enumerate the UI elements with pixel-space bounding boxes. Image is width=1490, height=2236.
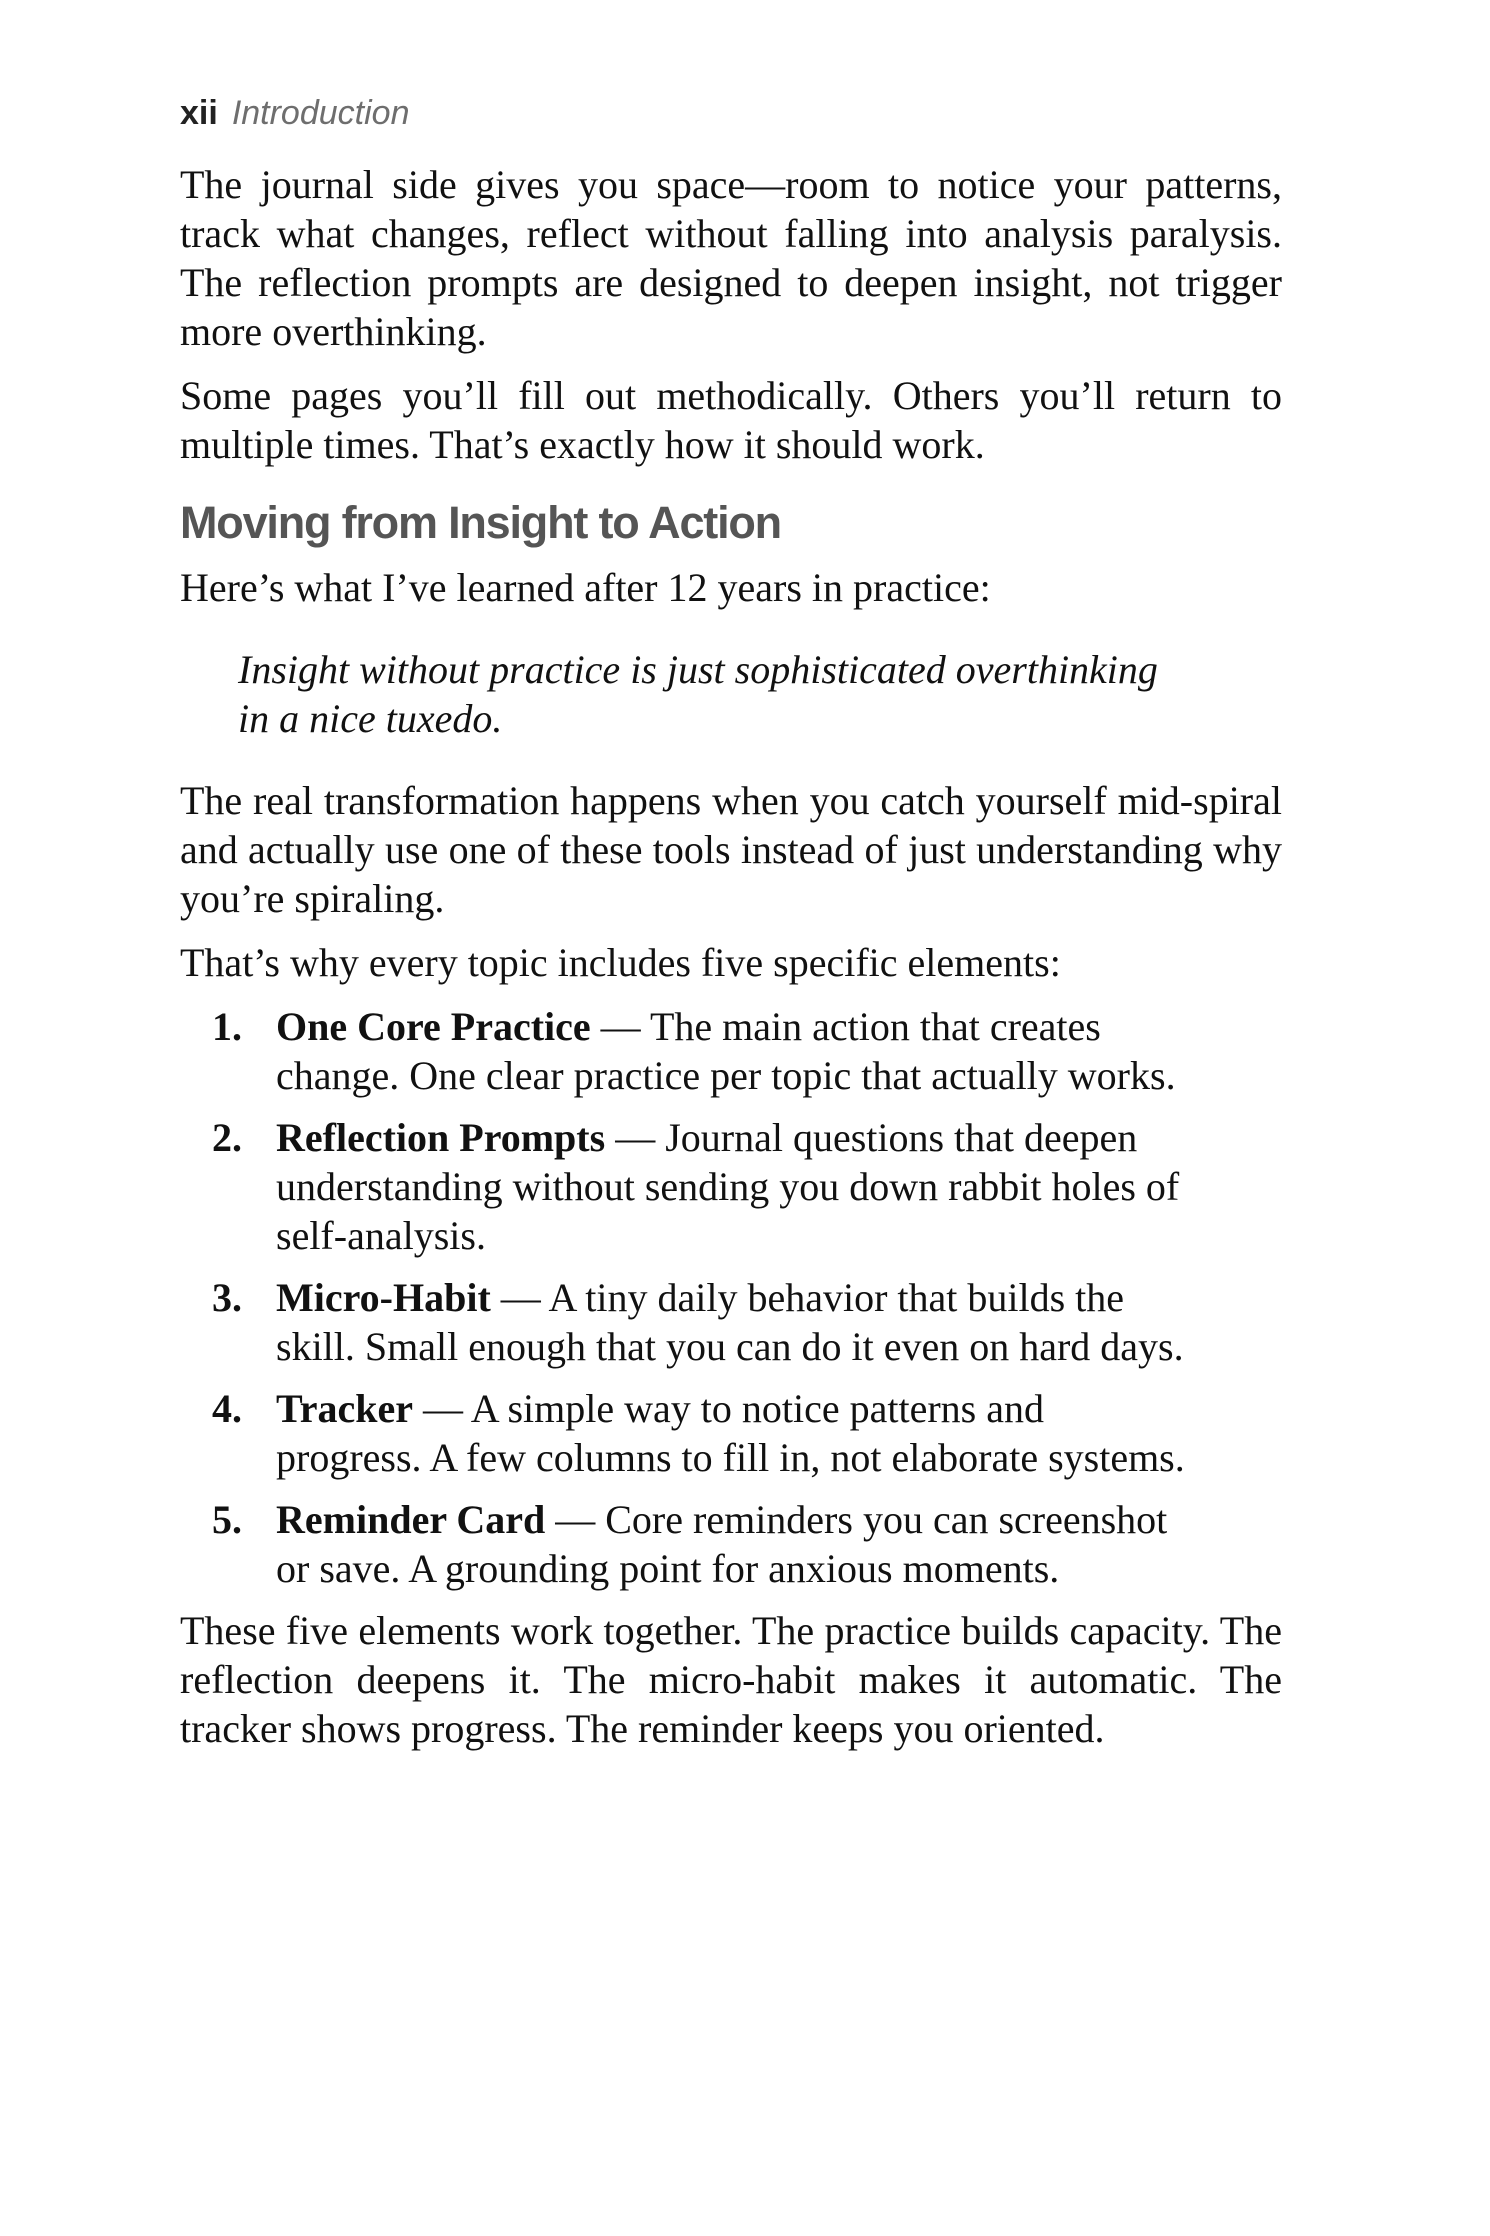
book-page — [180, 88, 1282, 1768]
list-item — [180, 1495, 1196, 1593]
list-item — [180, 1273, 1196, 1371]
list-term: One Core Practice — [276, 1004, 591, 1049]
list-number: 5. — [212, 1497, 242, 1542]
page-number: xii — [180, 94, 218, 132]
paragraph-intro-line: Here’s what I’ve learned after 12 years in practice: — [180, 565, 991, 610]
list-number: 2. — [212, 1115, 242, 1160]
list-term: Micro-Habit — [276, 1275, 491, 1320]
list-description: — A tiny daily behavior that builds the skill. Small enough that you can do it even on hard days. — [276, 1275, 1184, 1369]
paragraph-closing: These five elements work together. The practice builds capacity. The reflection deepens it. The micro-habit makes it automatic. The tracker shows progress. The reminder keeps you oriented. — [180, 1608, 1282, 1751]
running-head — [180, 88, 1282, 138]
list-term: Reminder Card — [276, 1497, 546, 1542]
list-item — [180, 1113, 1196, 1260]
section-title: Introduction — [231, 94, 410, 132]
list-number: 4. — [212, 1386, 242, 1431]
list-term: Tracker — [276, 1386, 413, 1431]
list-number: 3. — [212, 1275, 242, 1320]
list-number: 1. — [212, 1004, 242, 1049]
paragraph-some-pages: Some pages you’ll fill out methodically. Others you’ll return to multiple times. That’s exactly how it should work. — [180, 373, 1282, 467]
section-heading: Moving from Insight to Action — [180, 497, 781, 548]
paragraph-journal-side: The journal side gives you space—room to notice your patterns, track what changes, reflect without falling into analysis paralysis. The reflection prompts are designed to deepen insight, not trigger more overthinking. — [180, 162, 1282, 354]
list-description: — Journal questions that deepen understanding without sending you down rabbit holes of self-analysis. — [276, 1115, 1180, 1258]
list-item — [180, 1384, 1196, 1482]
list-description: — A simple way to notice patterns and progress. A few columns to fill in, not elaborate systems. — [276, 1386, 1185, 1480]
pull-quote: Insight without practice is just sophisticated overthinking in a nice tuxedo. — [238, 647, 1158, 741]
list-description: — The main action that creates change. One clear practice per topic that actually works. — [276, 1004, 1176, 1098]
list-description: — Core reminders you can screenshot or save. A grounding point for anxious moments. — [276, 1497, 1168, 1591]
paragraph-real-transformation: The real transformation happens when you catch yourself mid-spiral and actually use one of these tools instead of just understanding why you’re spiraling. — [180, 778, 1282, 921]
paragraph-five-elements-intro: That’s why every topic includes five specific elements: — [180, 940, 1061, 985]
list-item — [180, 1002, 1196, 1100]
list-term: Reflection Prompts — [276, 1115, 606, 1160]
elements-list — [180, 1002, 1282, 1593]
